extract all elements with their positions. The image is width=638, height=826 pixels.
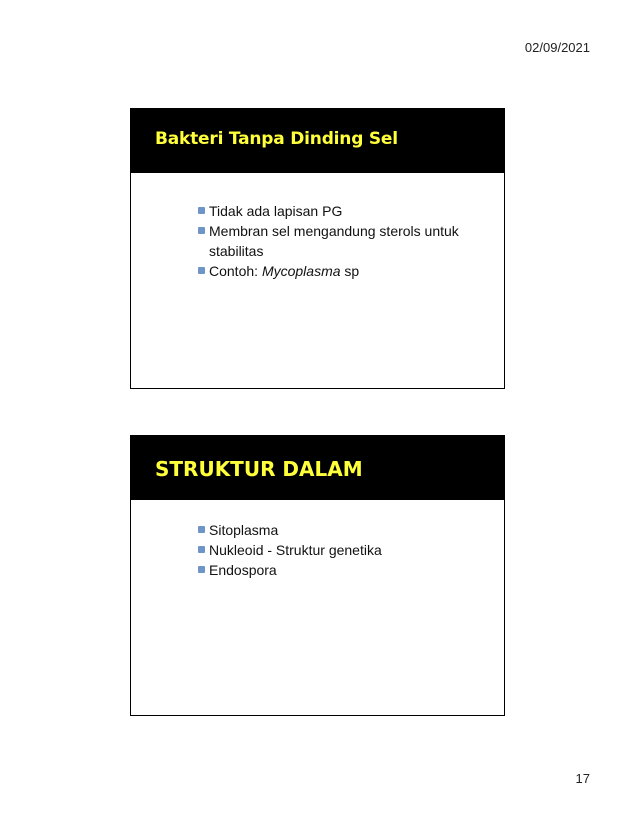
bullet-text: Sitoplasma (209, 522, 279, 538)
slide-header (131, 109, 504, 173)
slide-bakteri-tanpa-dinding-sel (130, 108, 505, 389)
square-bullet-icon (198, 546, 205, 553)
square-bullet-icon (198, 207, 205, 214)
bullet-text: Tidak ada lapisan PG (209, 203, 343, 219)
bullet-item (199, 560, 489, 580)
bullet-list (199, 520, 489, 580)
bullet-text-italic: Mycoplasma (261, 263, 341, 279)
bullet-text-prefix: Contoh: (209, 263, 262, 279)
square-bullet-icon (198, 267, 205, 274)
square-bullet-icon (198, 566, 205, 573)
bullet-list (199, 201, 489, 281)
bullet-item (199, 221, 489, 261)
bullet-text: Nukleoid - Struktur genetika (209, 542, 382, 558)
square-bullet-icon (198, 227, 205, 234)
bullet-item (199, 201, 489, 221)
bullet-item (199, 261, 489, 281)
bullet-item (199, 520, 489, 540)
square-bullet-icon (198, 526, 205, 533)
slide-title: STRUKTUR DALAM (155, 457, 363, 481)
date-stamp: 02/09/2021 (524, 40, 590, 55)
bullet-text: Endospora (209, 562, 277, 578)
slide-struktur-dalam (130, 435, 505, 716)
page-number: 17 (575, 771, 590, 786)
slide-header (131, 436, 504, 500)
bullet-item (199, 540, 489, 560)
bullet-text-suffix: sp (340, 263, 360, 279)
bullet-text: Membran sel mengandung sterols untuk stabilitas (209, 223, 459, 259)
slide-title: Bakteri Tanpa Dinding Sel (155, 129, 398, 149)
